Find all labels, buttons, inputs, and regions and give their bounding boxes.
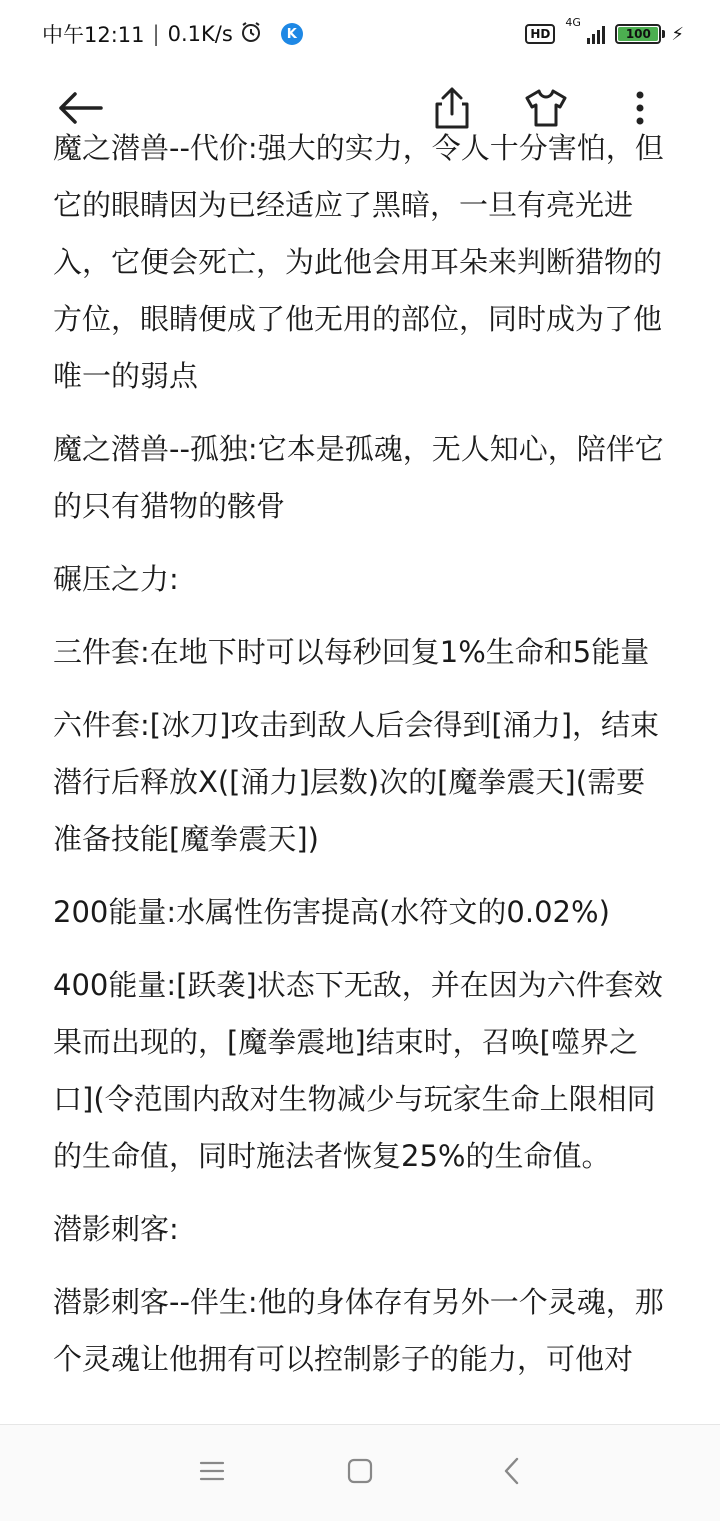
k-app-icon: K [281, 23, 303, 45]
status-right [525, 16, 684, 46]
network-type: 4G [565, 16, 581, 29]
system-back-button[interactable] [492, 1453, 532, 1493]
menu-lines-icon [199, 1460, 225, 1486]
article-paragraph: 200能量:水属性伤害提高(水符文的0.02%) [53, 895, 610, 929]
home-square-icon [347, 1458, 373, 1488]
article-paragraph: 碾压之力: [53, 562, 179, 596]
battery-icon [615, 24, 661, 44]
article-paragraph: 潜影刺客: [53, 1212, 179, 1246]
article-body [53, 120, 673, 1404]
article-paragraph: 六件套:[冰刀]攻击到敌人后会得到[涌力]，结束潜行后释放X([涌力]层数)次的[魔拳震天](需要准备技能[魔拳震天]) [53, 708, 660, 856]
network-speed: 0.1K/s [167, 22, 233, 46]
article-paragraph: 魔之潜兽--孤独:它本是孤魂，无人知心，陪伴它的只有猎物的骸骨 [53, 432, 664, 523]
home-button[interactable] [340, 1453, 380, 1493]
battery-level: 100 [618, 27, 658, 41]
article-paragraph: 三件套:在地下时可以每秒回复1%生命和5能量 [53, 635, 650, 669]
status-left [42, 19, 303, 49]
status-separator: | [152, 22, 160, 46]
article-paragraph: 潜影刺客--伴生:他的身体存有另外一个灵魂，那个灵魂让他拥有可以控制影子的能力，可他对 [53, 1285, 664, 1376]
status-time: 中午12:11 [42, 23, 145, 47]
article-paragraph: 魔之潜兽--代价:强大的实力，令人十分害怕，但它的眼睛因为已经适应了黑暗，一旦有亮光进入，它便会死亡，为此他会用耳朵来判断猎物的方位，眼睛便成了他无用的部位，同时成为了他唯一的弱点 [53, 131, 664, 393]
system-nav-bar [0, 1424, 720, 1521]
alarm-icon [239, 20, 263, 49]
charging-icon: ⚡ [671, 23, 684, 45]
status-bar [0, 0, 720, 68]
recent-apps-button[interactable] [192, 1453, 232, 1493]
hd-badge: HD [525, 24, 555, 44]
back-chevron-icon [503, 1457, 521, 1489]
signal-icon [565, 16, 605, 46]
article-scroll-area[interactable] [0, 131, 720, 1422]
article-paragraph: 400能量:[跃袭]状态下无敌，并在因为六件套效果而出现的，[魔拳震地]结束时，召唤[噬界之口](令范围内敌对生物减少与玩家生命上限相同的生命值，同时施法者恢复25%的生命值。 [53, 968, 663, 1173]
